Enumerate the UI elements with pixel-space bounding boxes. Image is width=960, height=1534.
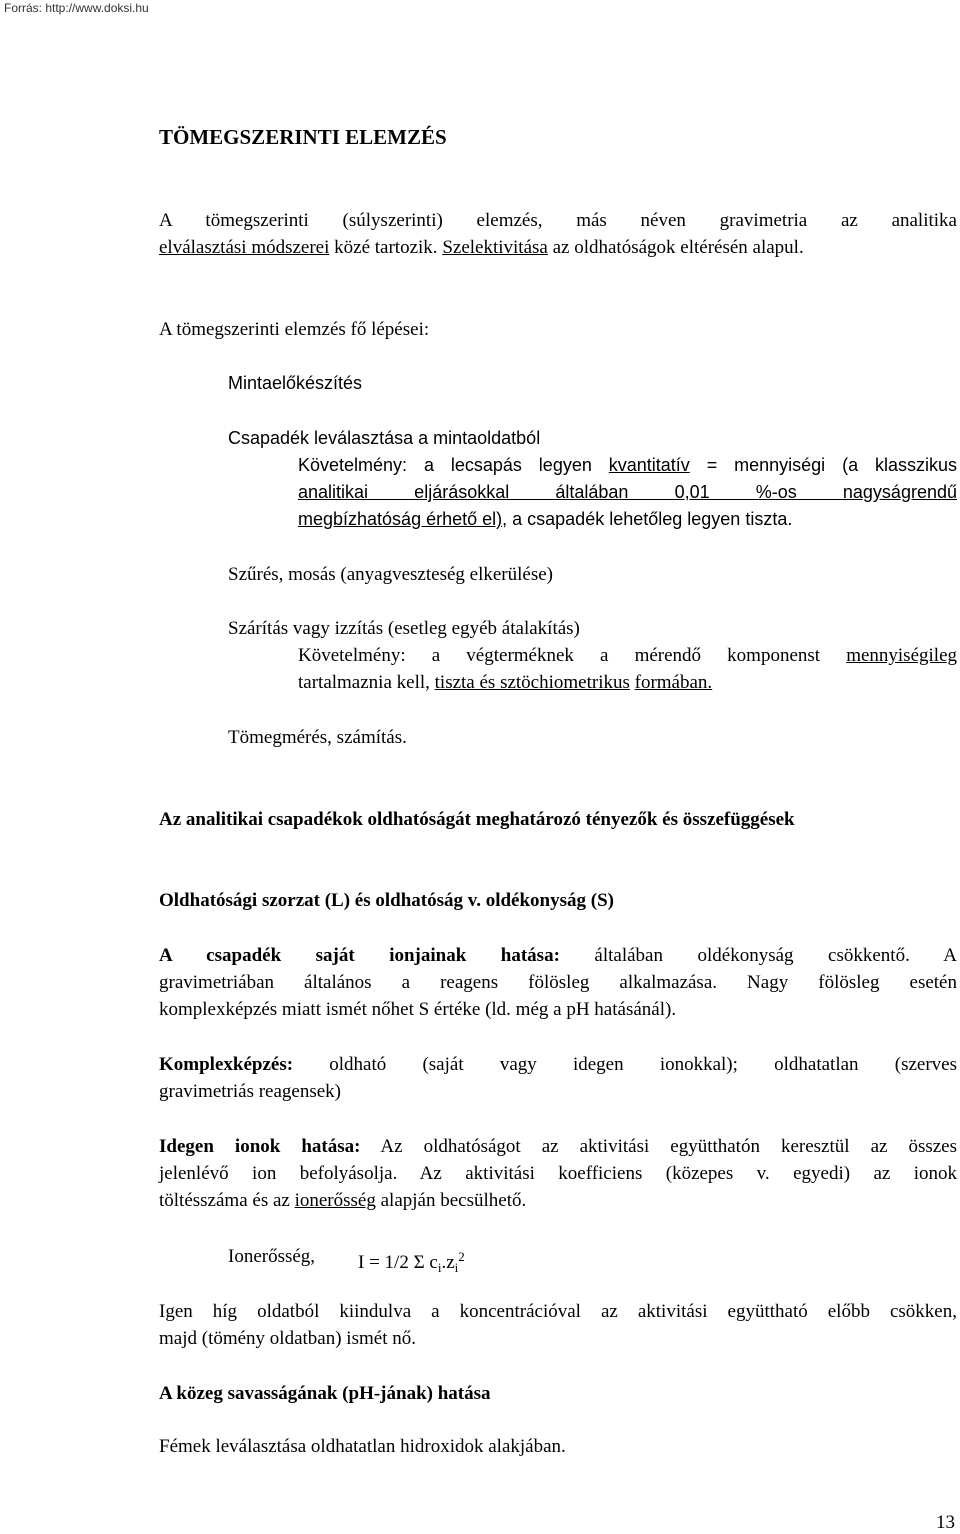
step-sample-prep: Mintaelőkészítés <box>228 373 363 393</box>
step-filtering: Szűrés, mosás (anyagveszteség elkerülése) <box>228 564 553 585</box>
foreign-ions-line-2: jelenlévő ion befolyásolja. Az aktivitási koefficiens (közepes v. egyedi) az ionok <box>159 1163 957 1184</box>
requirement-1-line-2: analitikai eljárásokkal általában 0,01 %-os nagyságrendű <box>298 482 957 502</box>
section-heading: Az analitikai csapadékok oldhatóságát meghatározó tényezők és összefüggések <box>159 809 795 830</box>
page-number: 13 <box>936 1512 955 1533</box>
term-quantitative: kvantitatív <box>608 455 690 475</box>
term-quantitatively: mennyiségileg <box>846 645 957 666</box>
complex-label: Komplexképzés: <box>159 1054 294 1075</box>
term-form: formában. <box>634 672 713 693</box>
complex-line-2: gravimetriás reagensek) <box>159 1081 341 1102</box>
foreign-ions-label: Idegen ionok hatása: <box>159 1136 361 1157</box>
formula-label: Ionerősség, <box>228 1246 316 1267</box>
own-ions-line-1: A csapadék saját ionjainak hatása: általában oldékonyság csökkentő. A <box>159 945 957 966</box>
intro-text-end: az oldhatóságok eltérésén alapul. <box>547 237 804 258</box>
requirement-1-line-1: Követelmény: a lecsapás legyen kvantitatív = mennyiségi (a klasszikus <box>298 455 957 475</box>
source-label: Forrás: http://www.doksi.hu <box>4 1 149 15</box>
intro-term-methods: elválasztási módszerei <box>159 237 330 258</box>
step-precipitation: Csapadék leválasztása a mintaoldatból <box>228 428 541 448</box>
foreign-ions-line-1: Idegen ionok hatása: Az oldhatóságot az aktivitási együtthatón keresztül az összes <box>159 1136 957 1157</box>
intro-line-1: A tömegszerinti (súlyszerinti) elemzés, más néven gravimetria az analitika <box>159 210 957 231</box>
own-ions-line-3: komplexképzés miatt ismét nőhet S értéke (ld. még a pH hatásánál). <box>159 999 677 1020</box>
page-title: TÖMEGSZERINTI ELEMZÉS <box>159 125 447 149</box>
ph-text: Fémek leválasztása oldhatatlan hidroxidok alakjában. <box>159 1436 566 1457</box>
requirement-2-line-1: Követelmény: a végterméknek a mérendő komponenst mennyiségileg <box>298 645 957 666</box>
own-ions-label: A csapadék saját ionjainak hatása: <box>159 945 560 966</box>
step-drying: Szárítás vagy izzítás (esetleg egyéb átalakítás) <box>228 618 580 639</box>
step-weighing: Tömegmérés, számítás. <box>228 727 407 748</box>
requirement-2-line-2: tartalmaznia kell, tiszta és sztöchiometrikus formában. <box>298 672 713 693</box>
term-pure-stoichiometric: tiszta és sztöchiometrikus <box>434 672 630 693</box>
intro-line-2 <box>159 236 804 259</box>
intro-term-selectivity: Szelektivitása <box>442 237 548 258</box>
requirement-1-line-3: megbízhatóság érhető el), a csapadék lehetőleg legyen tiszta. <box>298 509 793 529</box>
intro-text: közé tartozik. <box>329 237 443 258</box>
own-ions-line-2: gravimetriában általános a reagens fölösleg alkalmazása. Nagy fölösleg esetén <box>159 972 957 993</box>
ph-heading: A közeg savasságának (pH-jának) hatása <box>159 1383 491 1404</box>
steps-heading: A tömegszerinti elemzés fő lépései: <box>159 319 430 340</box>
dilute-line-2: majd (tömény oldatban) ismét nő. <box>159 1328 416 1349</box>
ionic-strength-formula: I = 1/2 Σ $c_i.z_i^2$ <box>358 1249 465 1275</box>
term-ionic-strength: ionerősség <box>294 1190 376 1211</box>
subheading-solubility-product: Oldhatósági szorzat (L) és oldhatóság v. oldékonyság (S) <box>159 890 614 911</box>
dilute-line-1: Igen híg oldatból kiindulva a koncentrációval az aktivitási együttható előbb csökken, <box>159 1301 957 1322</box>
foreign-ions-line-3: töltésszáma és az ionerősség alapján becsülhető. <box>159 1190 527 1211</box>
complex-line-1: Komplexképzés: oldható (saját vagy idegen ionokkal); oldhatatlan (szerves <box>159 1054 957 1075</box>
